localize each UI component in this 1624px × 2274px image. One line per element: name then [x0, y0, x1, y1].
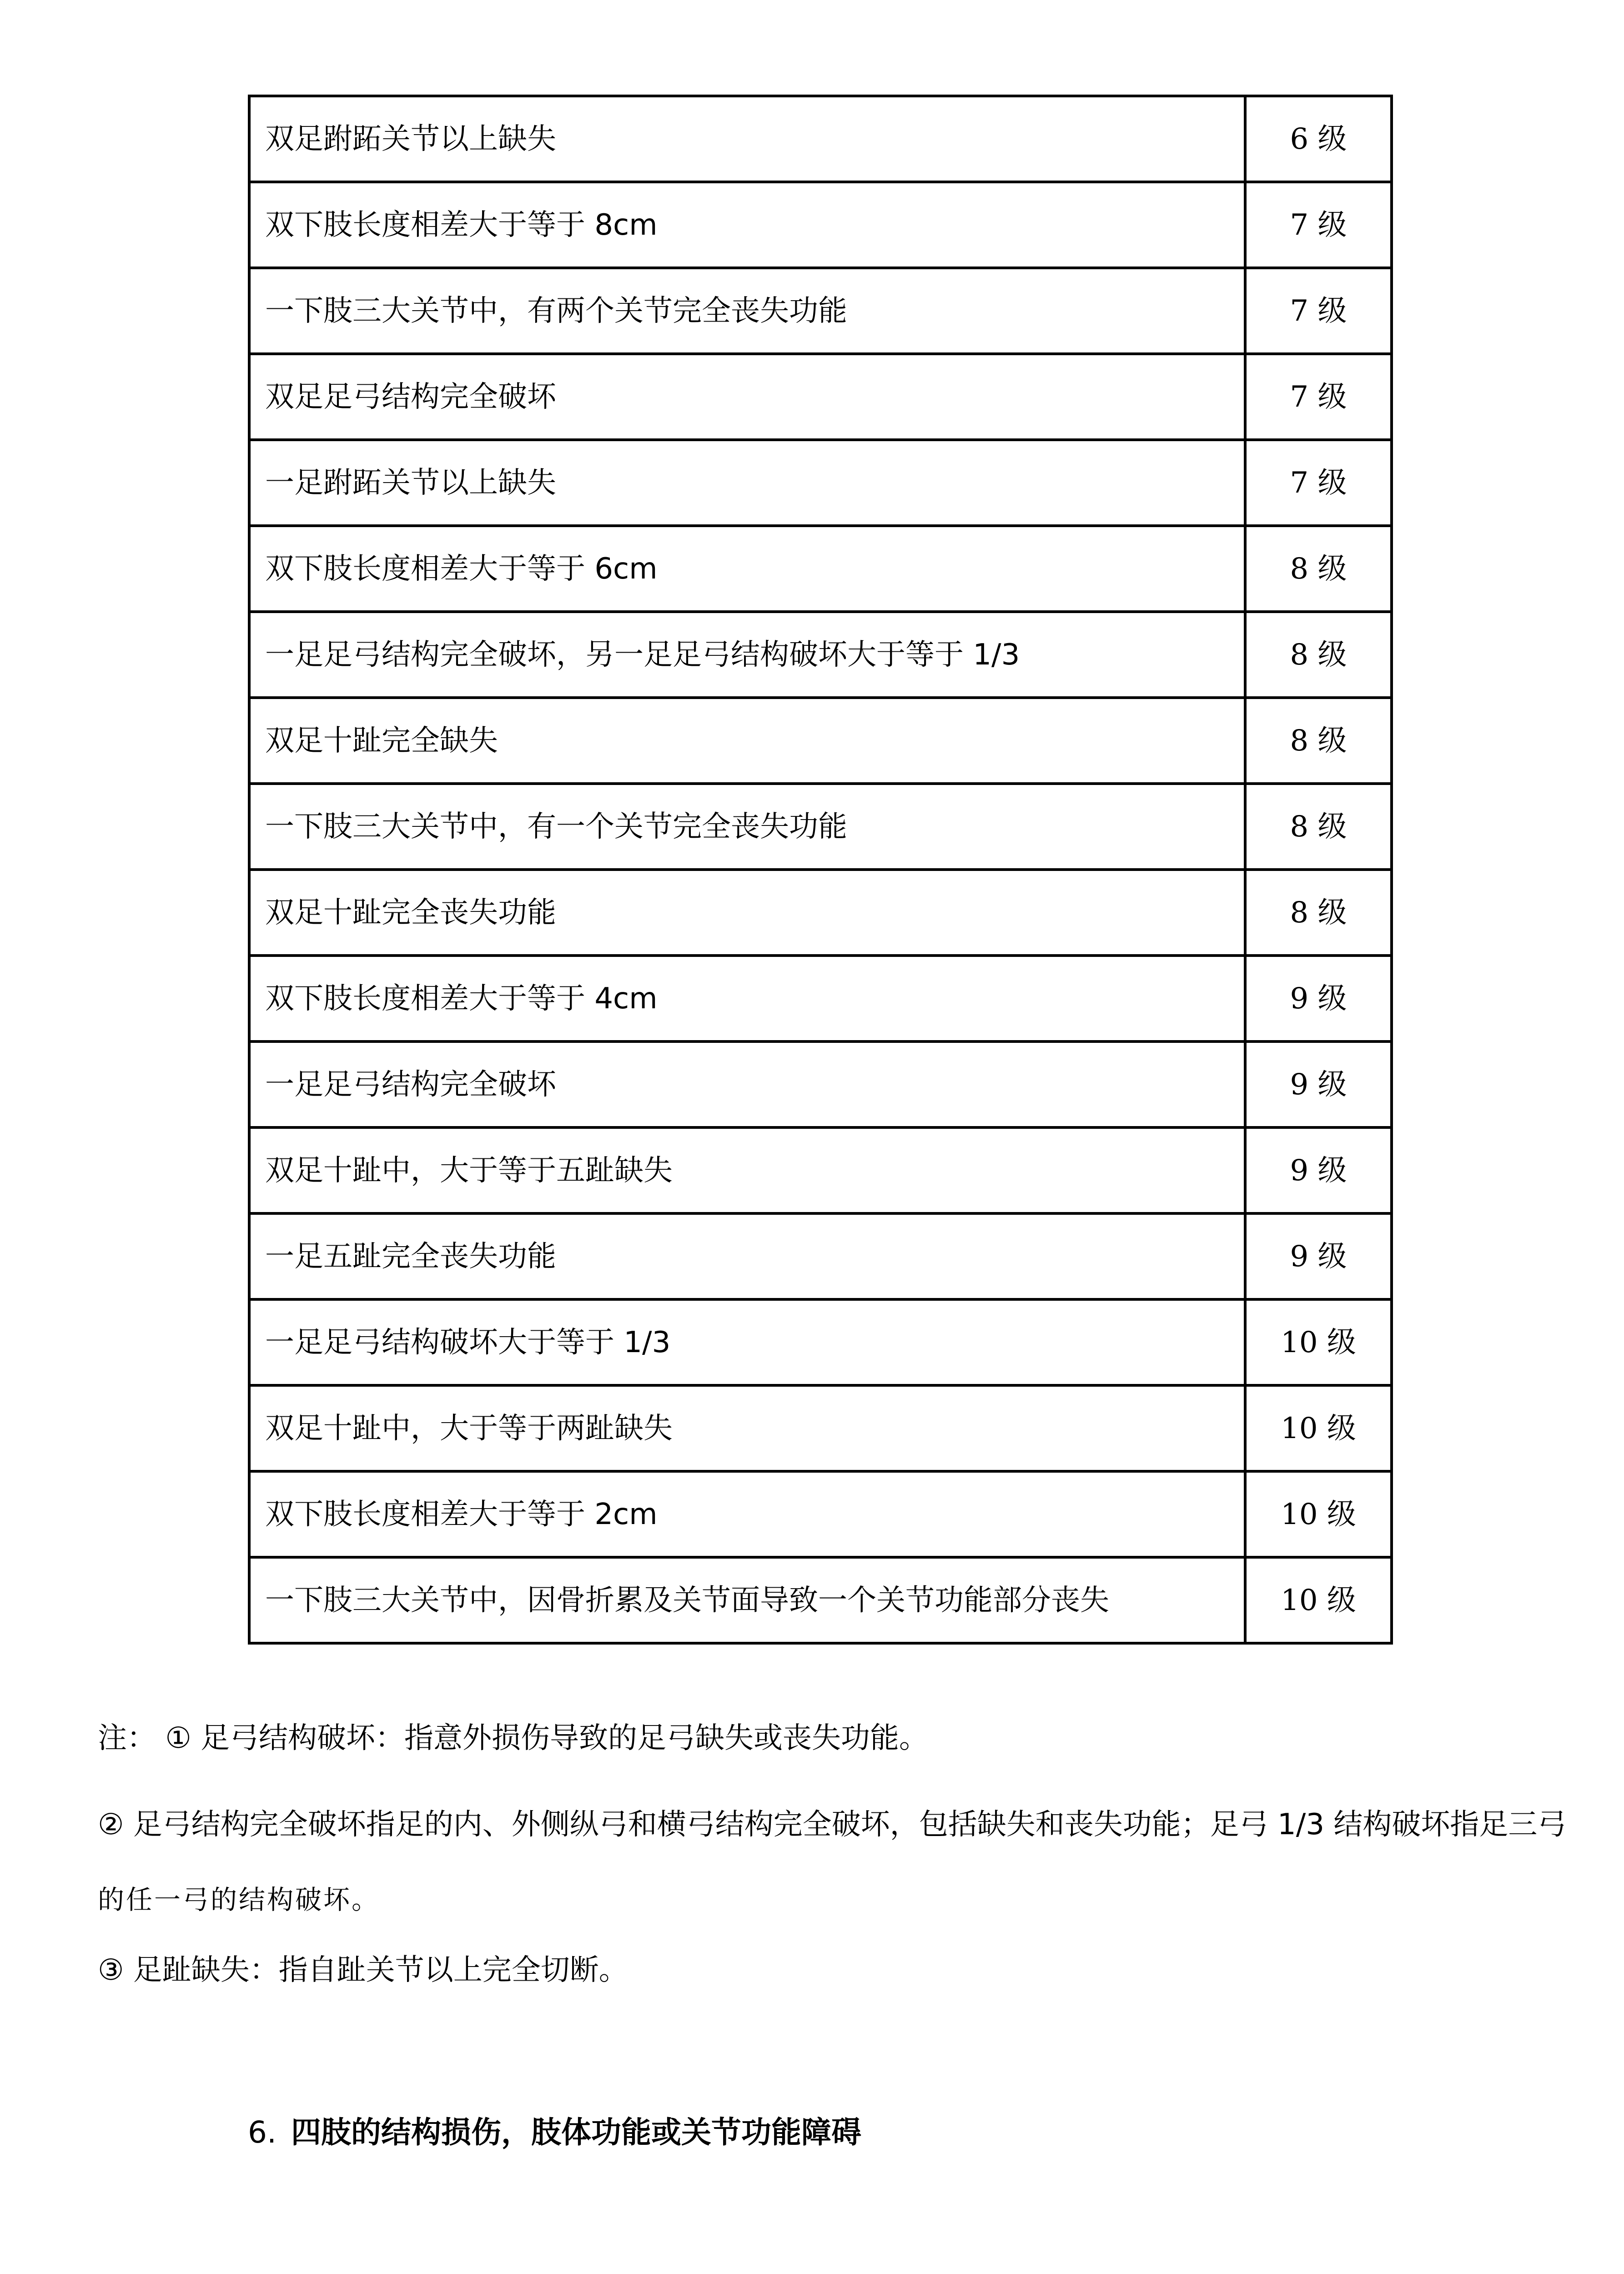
note-arch-complete-damage-cont: 的任一弓的结构破坏。 [98, 1884, 380, 1915]
table-row [249, 870, 1392, 956]
table-row [249, 1471, 1392, 1557]
table-row [249, 1385, 1392, 1471]
table-row [249, 1299, 1392, 1385]
table-row [249, 182, 1392, 268]
table-row [249, 268, 1392, 354]
disability-grade: 10 级 [1245, 1299, 1392, 1385]
table-row [249, 1213, 1392, 1299]
disability-grade-table [248, 95, 1393, 1645]
disability-grade: 10 级 [1245, 1557, 1392, 1643]
disability-grade: 7 级 [1245, 268, 1392, 354]
injury-description: 双下肢长度相差大于等于 8cm [249, 182, 1245, 268]
table-row [249, 526, 1392, 612]
table-row [249, 440, 1392, 526]
table-row [249, 612, 1392, 698]
table-row [249, 1041, 1392, 1127]
section-heading [248, 2108, 861, 2151]
injury-description: 双下肢长度相差大于等于 2cm [249, 1471, 1245, 1557]
injury-description: 双足跗跖关节以上缺失 [249, 96, 1245, 182]
disability-grade: 7 级 [1245, 354, 1392, 440]
disability-grade: 8 级 [1245, 870, 1392, 956]
disability-grade: 9 级 [1245, 956, 1392, 1041]
disability-grade: 6 级 [1245, 96, 1392, 182]
injury-description: 双足十趾中，大于等于五趾缺失 [249, 1127, 1245, 1213]
disability-grade: 8 级 [1245, 526, 1392, 612]
injury-description: 双足十趾完全丧失功能 [249, 870, 1245, 956]
table-row [249, 698, 1392, 784]
table-body [249, 96, 1392, 1643]
injury-description: 一足五趾完全丧失功能 [249, 1213, 1245, 1299]
section-title: 四肢的结构损伤，肢体功能或关节功能障碍 [291, 2115, 861, 2150]
disability-grade: 8 级 [1245, 612, 1392, 698]
disability-grade: 10 级 [1245, 1471, 1392, 1557]
disability-grade: 9 级 [1245, 1127, 1392, 1213]
injury-description: 一足足弓结构完全破坏 [249, 1041, 1245, 1127]
table-row [249, 1557, 1392, 1643]
table-row [249, 354, 1392, 440]
note-arch-complete-damage: ② 足弓结构完全破坏指足的内、外侧纵弓和横弓结构完全破坏，包括缺失和丧失功能；足弓 1/3 结构破坏指足三弓 [98, 1808, 1567, 1841]
injury-description: 一足跗跖关节以上缺失 [249, 440, 1245, 526]
disability-grade: 9 级 [1245, 1213, 1392, 1299]
table-row [249, 956, 1392, 1041]
injury-description: 一下肢三大关节中，有一个关节完全丧失功能 [249, 784, 1245, 870]
table-row [249, 1127, 1392, 1213]
note-arch-damage: 注： ① 足弓结构破坏：指意外损伤导致的足弓缺失或丧失功能。 [98, 1721, 929, 1755]
disability-grade: 9 级 [1245, 1041, 1392, 1127]
injury-description: 双下肢长度相差大于等于 6cm [249, 526, 1245, 612]
section-number: 6. [248, 2115, 277, 2150]
injury-description: 双足足弓结构完全破坏 [249, 354, 1245, 440]
table-row [249, 96, 1392, 182]
disability-grade: 8 级 [1245, 784, 1392, 870]
injury-description: 双足十趾完全缺失 [249, 698, 1245, 784]
injury-description: 一足足弓结构完全破坏，另一足足弓结构破坏大于等于 1/3 [249, 612, 1245, 698]
injury-description: 双下肢长度相差大于等于 4cm [249, 956, 1245, 1041]
injury-description: 双足十趾中，大于等于两趾缺失 [249, 1385, 1245, 1471]
disability-grade: 10 级 [1245, 1385, 1392, 1471]
injury-description: 一足足弓结构破坏大于等于 1/3 [249, 1299, 1245, 1385]
injury-description: 一下肢三大关节中，有两个关节完全丧失功能 [249, 268, 1245, 354]
table-row [249, 784, 1392, 870]
disability-grade: 8 级 [1245, 698, 1392, 784]
disability-grade: 7 级 [1245, 440, 1392, 526]
note-toe-loss: ③ 足趾缺失：指自趾关节以上完全切断。 [98, 1953, 628, 1987]
disability-grade: 7 级 [1245, 182, 1392, 268]
injury-description: 一下肢三大关节中，因骨折累及关节面导致一个关节功能部分丧失 [249, 1557, 1245, 1643]
